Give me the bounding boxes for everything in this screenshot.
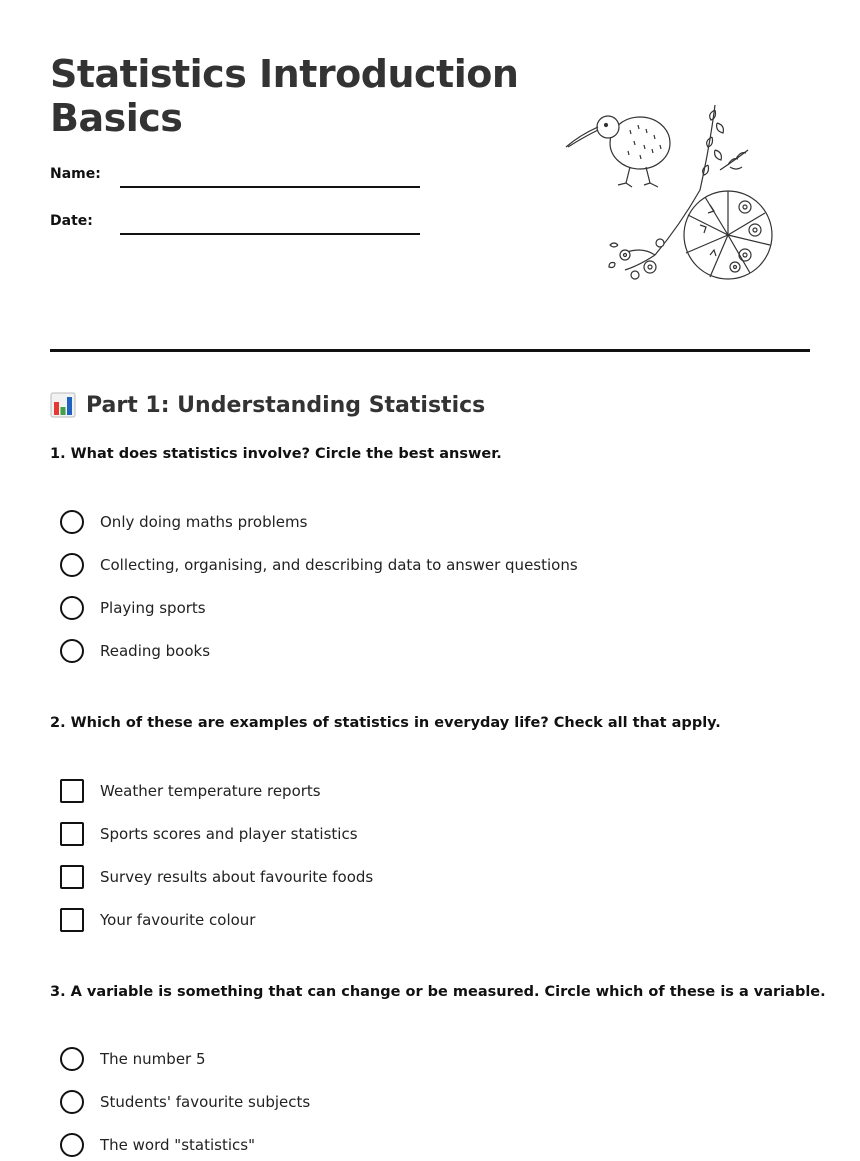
radio-circle[interactable] (60, 639, 84, 663)
radio-circle[interactable] (60, 596, 84, 620)
q2-option-1[interactable] (60, 779, 321, 803)
checkbox[interactable] (60, 822, 84, 846)
header-divider (50, 349, 810, 352)
worksheet-title (50, 52, 518, 140)
q2-option-3[interactable] (60, 865, 373, 889)
title-line-1: Statistics Introduction (50, 52, 519, 96)
q2-option-2[interactable] (60, 822, 358, 846)
radio-circle[interactable] (60, 510, 84, 534)
title-line-2: Basics (50, 96, 183, 140)
checkbox[interactable] (60, 865, 84, 889)
question-1-prompt: 1. What does statistics involve? Circle the best answer. (50, 446, 502, 462)
q1-option-2[interactable] (60, 553, 578, 577)
q1-option-1-label: Only doing maths problems (100, 513, 308, 531)
checkbox[interactable] (60, 779, 84, 803)
q3-option-2[interactable] (60, 1090, 310, 1114)
q2-option-2-label: Sports scores and player statistics (100, 825, 358, 843)
date-line[interactable] (120, 233, 420, 235)
q1-option-3[interactable] (60, 596, 206, 620)
radio-circle[interactable] (60, 1090, 84, 1114)
q3-option-1[interactable] (60, 1047, 206, 1071)
question-2-prompt: 2. Which of these are examples of statistics in everyday life? Check all that apply. (50, 715, 721, 731)
q2-option-3-label: Survey results about favourite foods (100, 868, 374, 886)
name-label: Name: (50, 166, 101, 182)
q2-option-4-label: Your favourite colour (100, 911, 256, 929)
q1-option-4[interactable] (60, 639, 210, 663)
part1-heading (50, 390, 485, 420)
q3-option-3[interactable] (60, 1133, 255, 1157)
bar-chart-icon (50, 392, 76, 418)
q1-option-4-label: Reading books (100, 642, 211, 660)
q3-option-1-label: The number 5 (100, 1050, 206, 1068)
q3-option-2-label: Students' favourite subjects (100, 1093, 311, 1111)
radio-circle[interactable] (60, 1047, 84, 1071)
kiwi-pie-chart-illustration (560, 95, 780, 295)
date-label: Date: (50, 213, 93, 229)
q3-option-3-label: The word "statistics" (100, 1136, 255, 1154)
radio-circle[interactable] (60, 553, 84, 577)
question-3-prompt: 3. A variable is something that can change or be measured. Circle which of these is a variable. (50, 984, 826, 1000)
q2-option-4[interactable] (60, 908, 255, 932)
q2-option-1-label: Weather temperature reports (100, 782, 321, 800)
q1-option-2-label: Collecting, organising, and describing data to answer questions (100, 556, 578, 574)
q1-option-3-label: Playing sports (100, 599, 206, 617)
checkbox[interactable] (60, 908, 84, 932)
q1-option-1[interactable] (60, 510, 307, 534)
part1-title: Part 1: Understanding Statistics (86, 392, 486, 418)
radio-circle[interactable] (60, 1133, 84, 1157)
name-line[interactable] (120, 186, 420, 188)
